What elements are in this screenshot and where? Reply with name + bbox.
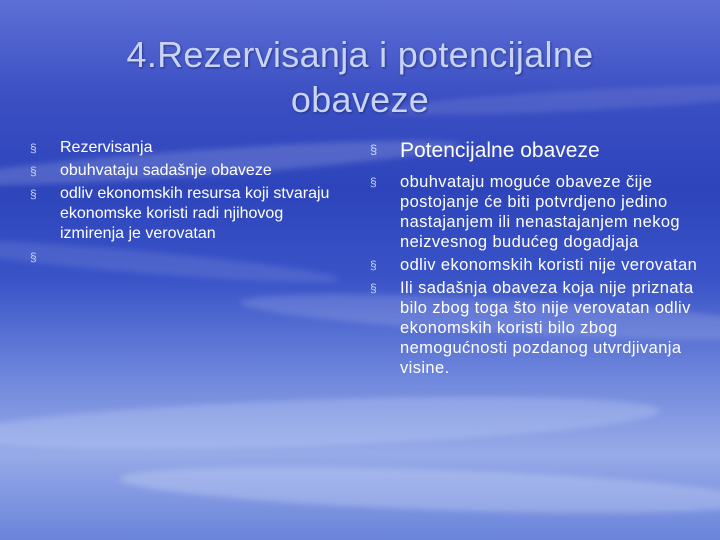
list-item-text: odliv ekonomskih resursa koji stvaraju ekonomske koristi radi njihovog izmirenja je verovatan xyxy=(60,185,330,242)
list-heading-text: Potencijalne obaveze xyxy=(400,139,600,162)
bullet-icon: § xyxy=(370,142,378,157)
slide-title-line: obaveze xyxy=(290,79,430,120)
left-column xyxy=(30,138,350,270)
list-item xyxy=(30,184,350,244)
list-item-text: obuhvataju sadašnje obaveze xyxy=(60,162,272,179)
bullet-icon: § xyxy=(30,141,37,155)
list-heading xyxy=(370,138,700,164)
bullet-icon: § xyxy=(30,250,37,264)
list-item-text: Rezervisanja xyxy=(60,139,153,156)
slide-title xyxy=(60,32,660,122)
cloud-streak xyxy=(119,459,720,521)
right-column xyxy=(370,138,700,381)
cloud-streak xyxy=(0,388,661,458)
bullet-icon: § xyxy=(370,281,378,295)
list-item-text: obuhvataju moguće obaveze čije postojanje će biti potvrdjeno jedino nastajanjem ili nenastajanjem nekog neizvesnog budućeg dogadjaja xyxy=(400,173,680,251)
slide-title-line: 4.Rezervisanja i potencijalne xyxy=(126,34,594,75)
list-item xyxy=(370,172,700,252)
list-item xyxy=(30,161,350,181)
bullet-icon: § xyxy=(30,187,37,201)
bullet-icon: § xyxy=(30,164,37,178)
list-item xyxy=(30,138,350,158)
list-item xyxy=(370,278,700,378)
list-item xyxy=(370,255,700,275)
list-item-text: Ili sadašnja obaveza koja nije priznata bilo zbog toga što nije verovatan odliv ekonomskih koristi bilo zbog nemogućnosti pozdanog utvrdjivanja visine. xyxy=(400,279,694,377)
bullet-icon: § xyxy=(370,175,378,189)
list-item-text: odliv ekonomskih koristi nije verovatan xyxy=(400,256,698,274)
bullet-icon: § xyxy=(370,258,378,272)
list-item xyxy=(30,247,350,267)
